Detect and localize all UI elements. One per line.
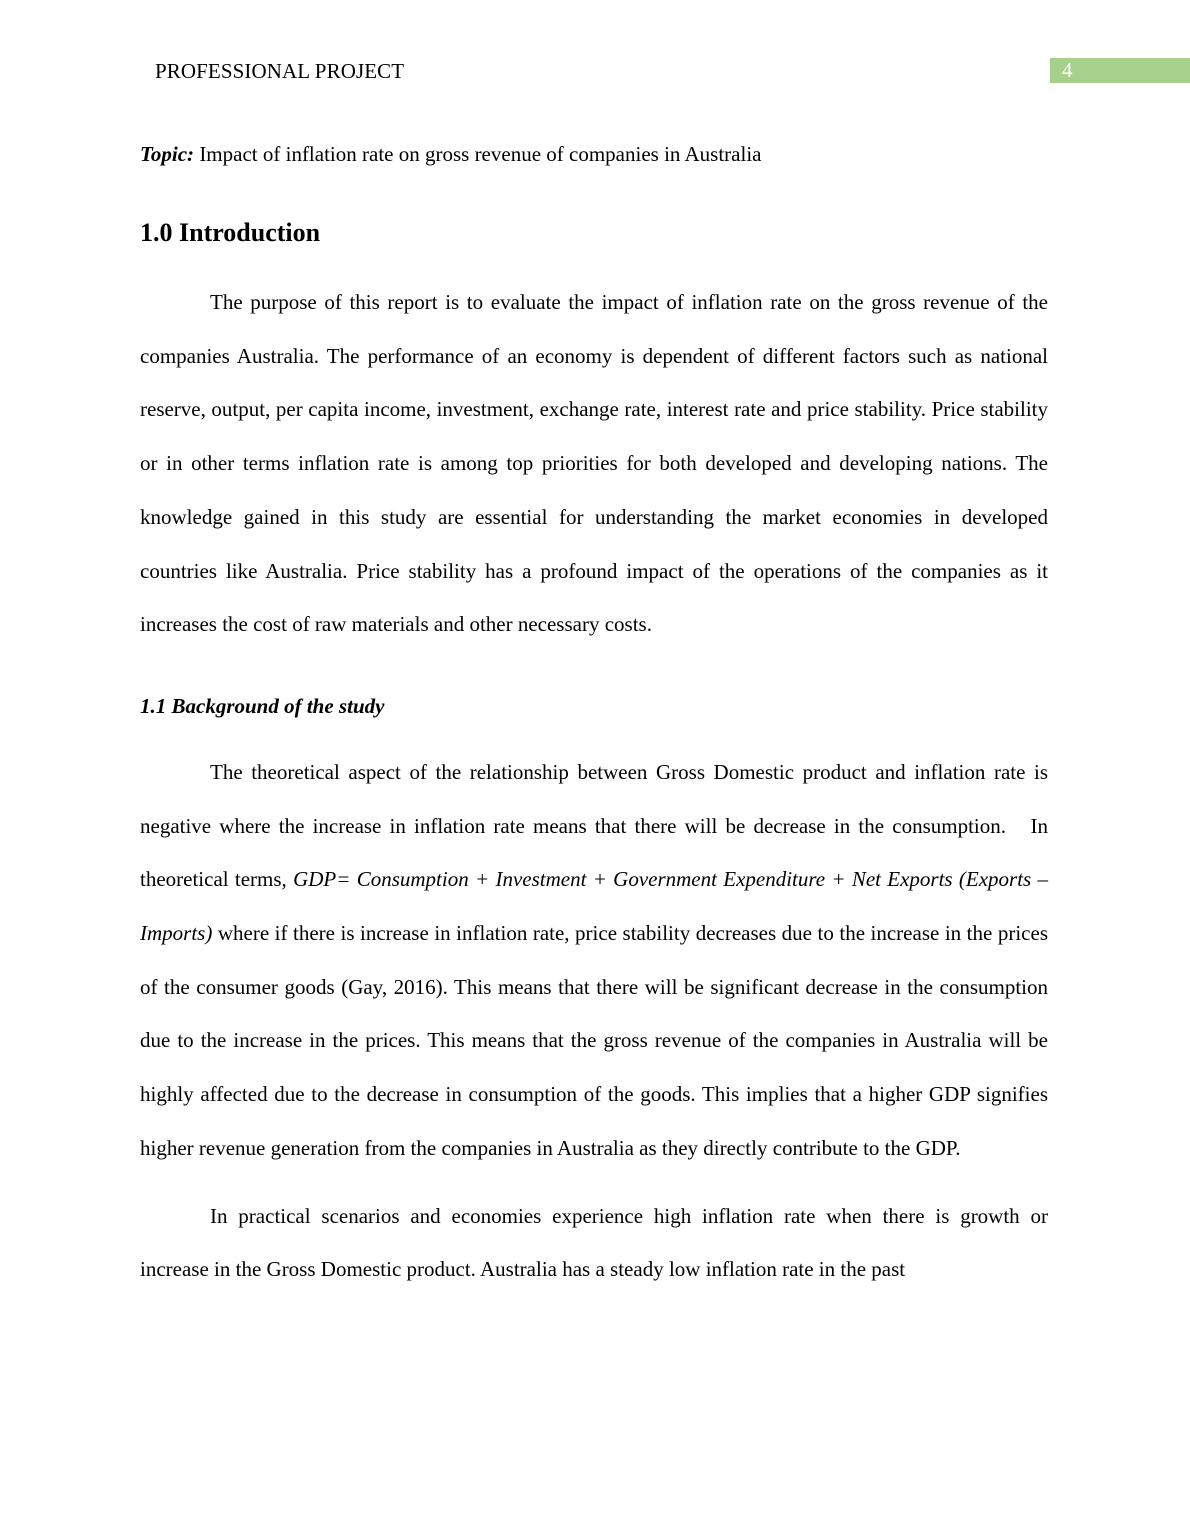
background-text-part-1: The theoretical aspect of the relationship between Gross Domestic product and inflation rate is negative where the increase in inflation rate means that there will be decrease in the consumption. In theoretical terms,: [140, 759, 1048, 892]
page-number-badge: [1050, 58, 1190, 83]
topic-label: Topic:: [140, 142, 195, 166]
gdp-formula: GDP= Consumption + Investment + Government Expenditure + Net Exports (Exports – Imports): [140, 867, 1048, 946]
document-body: [140, 140, 1048, 1297]
introduction-heading: 1.0 Introduction: [140, 218, 321, 247]
background-paragraph-1: [140, 746, 1048, 1176]
page-number: 4: [1062, 58, 1073, 82]
background-text-part-2: where if there is increase in inflation rate, price stability decreases due to the increase in the prices of the consumer goods (Gay, 2016). This means that there will be significant decrease in the consumption due to the increase in the prices. This means that the gross revenue of the companies in Australia will be highly affected due to the decrease in consumption of the goods. This implies that a higher GDP signifies higher revenue generation from the companies in Australia as they directly contribute to the GDP.: [140, 921, 1048, 1160]
running-header-title: PROFESSIONAL PROJECT: [155, 59, 405, 83]
topic-line: [140, 140, 1048, 168]
topic-text: Impact of inflation rate on gross revenue of companies in Australia: [194, 142, 762, 166]
background-heading: 1.1 Background of the study: [140, 693, 385, 718]
introduction-paragraph: The purpose of this report is to evaluate the impact of inflation rate on the gross revenue of the companies Australia. The performance of an economy is dependent of different factors such as national reserve, output, per capita income, investment, exchange rate, interest rate and price stability. Price stability or in other terms inflation rate is among top priorities for both developed and developing nations. The knowledge gained in this study are essential for understanding the market economies in developed countries like Australia. Price stability has a profound impact of the operations of the companies as it increases the cost of raw materials and other necessary costs.: [140, 290, 1048, 637]
background-paragraph-2: In practical scenarios and economies experience high inflation rate when there is growth or increase in the Gross Domestic product. Australia has a steady low inflation rate in the past: [140, 1203, 1048, 1282]
